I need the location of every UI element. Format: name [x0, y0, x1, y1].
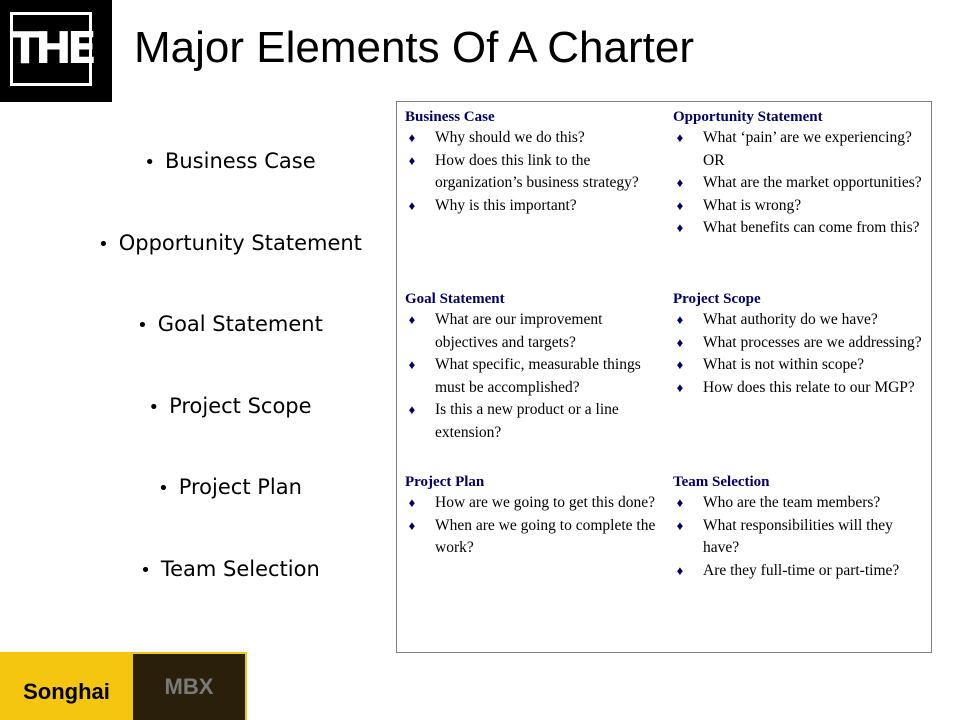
cell-title: Goal Statement — [405, 291, 505, 307]
bullet-list — [80, 142, 380, 631]
diamond-icon: ♦ — [676, 379, 684, 395]
grid-cell-project-plan — [405, 473, 663, 560]
cell-item — [405, 127, 663, 150]
cell-item-text: How does this relate to our MGP? — [703, 378, 915, 396]
cell-item — [405, 195, 663, 218]
bullet-item — [80, 305, 380, 387]
cell-item-text: What are our improvement objectives and targets? — [435, 311, 603, 351]
bullet-dot-icon: • — [144, 152, 155, 173]
charter-grid — [396, 101, 932, 653]
bullet-text: Business Case — [164, 149, 316, 173]
cell-title: Opportunity Statement — [673, 109, 823, 125]
cell-item — [405, 492, 663, 515]
logo-frame — [10, 12, 92, 86]
diamond-icon: ♦ — [676, 312, 684, 327]
cell-item-text: Is this a new product or a line extension? — [435, 401, 619, 441]
logo — [0, 0, 112, 102]
diamond-icon: ♦ — [676, 357, 684, 372]
cell-item-text: How are we going to get this done? — [435, 494, 655, 511]
bullet-dot-icon: • — [148, 396, 160, 418]
cell-item-text: What ‘pain’ are we experiencing? OR — [703, 129, 912, 169]
cell-item — [673, 492, 927, 515]
diamond-icon: ♦ — [676, 334, 684, 350]
bullet-item — [80, 550, 380, 632]
footer-mbx-label: MBX — [164, 674, 214, 699]
cell-item — [673, 127, 927, 172]
cell-item — [405, 354, 663, 399]
diamond-icon: ♦ — [408, 357, 416, 372]
footer-mbx — [133, 652, 247, 720]
bullet-item — [80, 224, 380, 306]
bullet-item — [80, 142, 380, 224]
cell-item — [405, 515, 663, 560]
cell-item-text: When are we going to complete the work? — [435, 516, 656, 556]
footer-songhai — [0, 652, 133, 720]
diamond-icon: ♦ — [408, 402, 416, 417]
grid-cell-project-scope — [673, 290, 927, 399]
cell-item — [673, 332, 927, 355]
cell-item-text: What authority do we have? — [703, 311, 878, 328]
cell-item-text: Why is this important? — [435, 196, 577, 214]
cell-item-text: What processes are we addressing? — [703, 333, 922, 351]
cell-title: Project Plan — [405, 474, 485, 490]
bullet-dot-icon: • — [137, 315, 148, 336]
diamond-icon: ♦ — [676, 175, 684, 190]
cell-item — [673, 560, 927, 583]
grid-cell-opportunity-statement — [673, 108, 927, 240]
cell-item — [673, 309, 927, 332]
cell-title: Business Case — [405, 109, 495, 125]
bullet-text: Project Scope — [169, 393, 312, 418]
diamond-icon: ♦ — [676, 562, 684, 578]
diamond-icon: ♦ — [408, 517, 416, 533]
diamond-icon: ♦ — [676, 130, 684, 145]
cell-item-text: Who are the team members? — [703, 494, 881, 511]
cell-item-text: What are the market opportunities? — [703, 174, 922, 191]
bullet-text: Project Plan — [178, 475, 302, 499]
bullet-item — [80, 387, 380, 469]
diamond-icon: ♦ — [676, 495, 684, 510]
grid-cell-goal-statement — [405, 290, 663, 444]
cell-item — [405, 309, 663, 354]
grid-cell-business-case — [405, 108, 663, 217]
bullet-text: Team Selection — [160, 556, 320, 581]
cell-title: Team Selection — [673, 474, 770, 490]
diamond-icon: ♦ — [408, 495, 416, 510]
diamond-icon: ♦ — [676, 517, 684, 533]
bullet-text: Opportunity Statement — [118, 230, 362, 255]
cell-item — [673, 172, 927, 195]
bullet-dot-icon: • — [140, 559, 151, 581]
diamond-icon: ♦ — [676, 197, 684, 213]
cell-item — [673, 195, 927, 218]
footer-songhai-label: Songhai — [23, 679, 110, 704]
slide-title: Major Elements Of A Charter — [134, 23, 694, 72]
cell-item — [405, 399, 663, 444]
cell-item-text: What is not within scope? — [703, 356, 864, 373]
diamond-icon: ♦ — [408, 197, 416, 213]
cell-item-text: What specific, measurable things must be accomplished? — [435, 356, 641, 396]
grid-cell-team-selection — [673, 473, 927, 582]
cell-item — [673, 354, 927, 377]
diamond-icon: ♦ — [408, 312, 416, 327]
diamond-icon: ♦ — [408, 152, 416, 168]
cell-item-text: How does this link to the organization’s business strategy? — [435, 151, 639, 191]
cell-item-text: What is wrong? — [703, 196, 802, 214]
cell-item-text: Are they full-time or part-time? — [703, 561, 900, 579]
diamond-icon: ♦ — [408, 130, 416, 145]
logo-text: THE — [10, 23, 92, 74]
cell-item — [673, 377, 927, 400]
cell-item — [405, 150, 663, 195]
bullet-dot-icon: • — [158, 478, 169, 499]
cell-item-text: What responsibilities will they have? — [703, 516, 893, 556]
cell-title: Project Scope — [673, 291, 761, 307]
cell-item-text: Why should we do this? — [435, 129, 585, 146]
cell-item — [673, 515, 927, 560]
cell-item-text: What benefits can come from this? — [703, 219, 920, 236]
bullet-text: Goal Statement — [157, 312, 323, 336]
cell-item — [673, 217, 927, 240]
bullet-item — [80, 468, 380, 550]
diamond-icon: ♦ — [676, 220, 684, 235]
bullet-dot-icon: • — [98, 233, 109, 255]
